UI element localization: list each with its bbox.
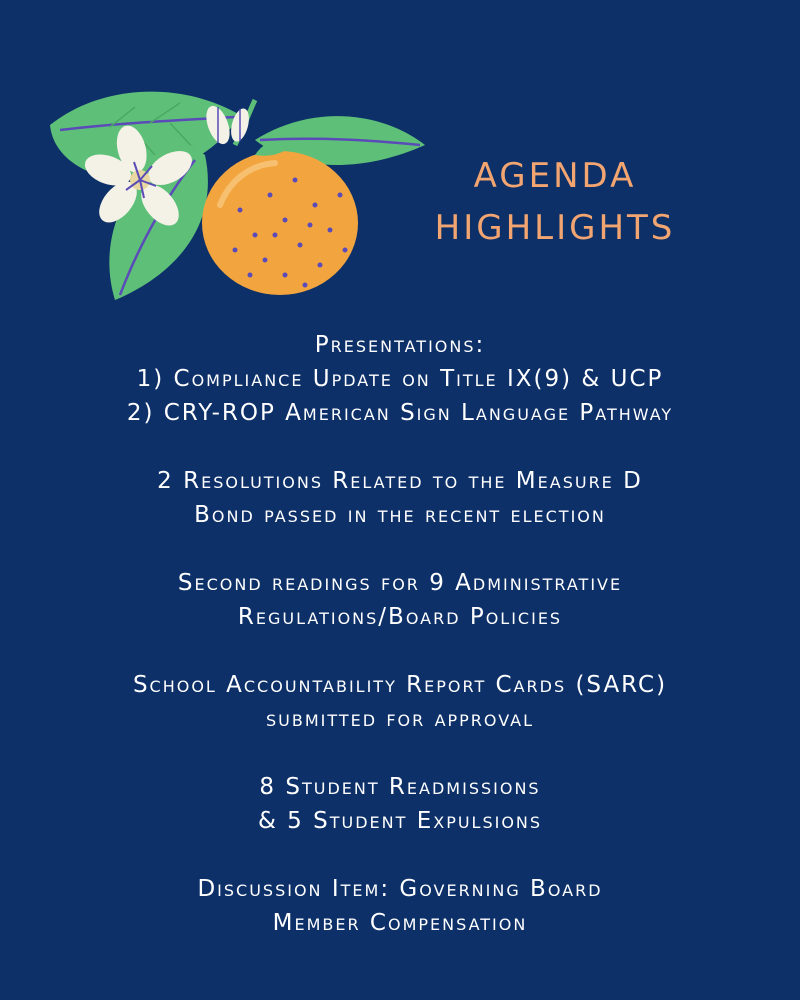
agenda-line: 2) CRY-ROP American Sign Language Pathway bbox=[126, 400, 674, 426]
agenda-line: Member Compensation bbox=[272, 910, 528, 936]
agenda-line: 8 Student Readmissions bbox=[259, 774, 541, 800]
agenda-line: 1) Compliance Update on Title IX(9) & UCP bbox=[136, 366, 664, 392]
agenda-list bbox=[20, 328, 780, 940]
orange-blossom-icon bbox=[40, 85, 440, 310]
agenda-item-presentations bbox=[20, 328, 780, 430]
agenda-line: Second readings for 9 Administrative bbox=[177, 570, 623, 596]
agenda-line: School Accountability Report Cards (SARC) bbox=[132, 672, 668, 698]
agenda-item-students bbox=[20, 770, 780, 838]
agenda-item-sarc bbox=[20, 668, 780, 736]
agenda-line: 2 Resolutions Related to the Measure D bbox=[157, 468, 643, 494]
agenda-line: Bond passed in the recent election bbox=[194, 502, 606, 528]
agenda-item-discussion bbox=[20, 872, 780, 940]
agenda-highlights-title bbox=[400, 150, 710, 254]
agenda-line: submitted for approval bbox=[265, 706, 535, 732]
agenda-line: Regulations/Board Policies bbox=[237, 604, 563, 630]
agenda-line: & 5 Student Expulsions bbox=[257, 808, 543, 834]
agenda-line: Discussion Item: Governing Board bbox=[197, 876, 603, 902]
agenda-item-second-readings bbox=[20, 566, 780, 634]
title-line-2: HIGHLIGHTS bbox=[434, 208, 676, 248]
agenda-line: Presentations: bbox=[314, 332, 486, 358]
title-line-1: AGENDA bbox=[473, 156, 637, 196]
agenda-item-resolutions bbox=[20, 464, 780, 532]
